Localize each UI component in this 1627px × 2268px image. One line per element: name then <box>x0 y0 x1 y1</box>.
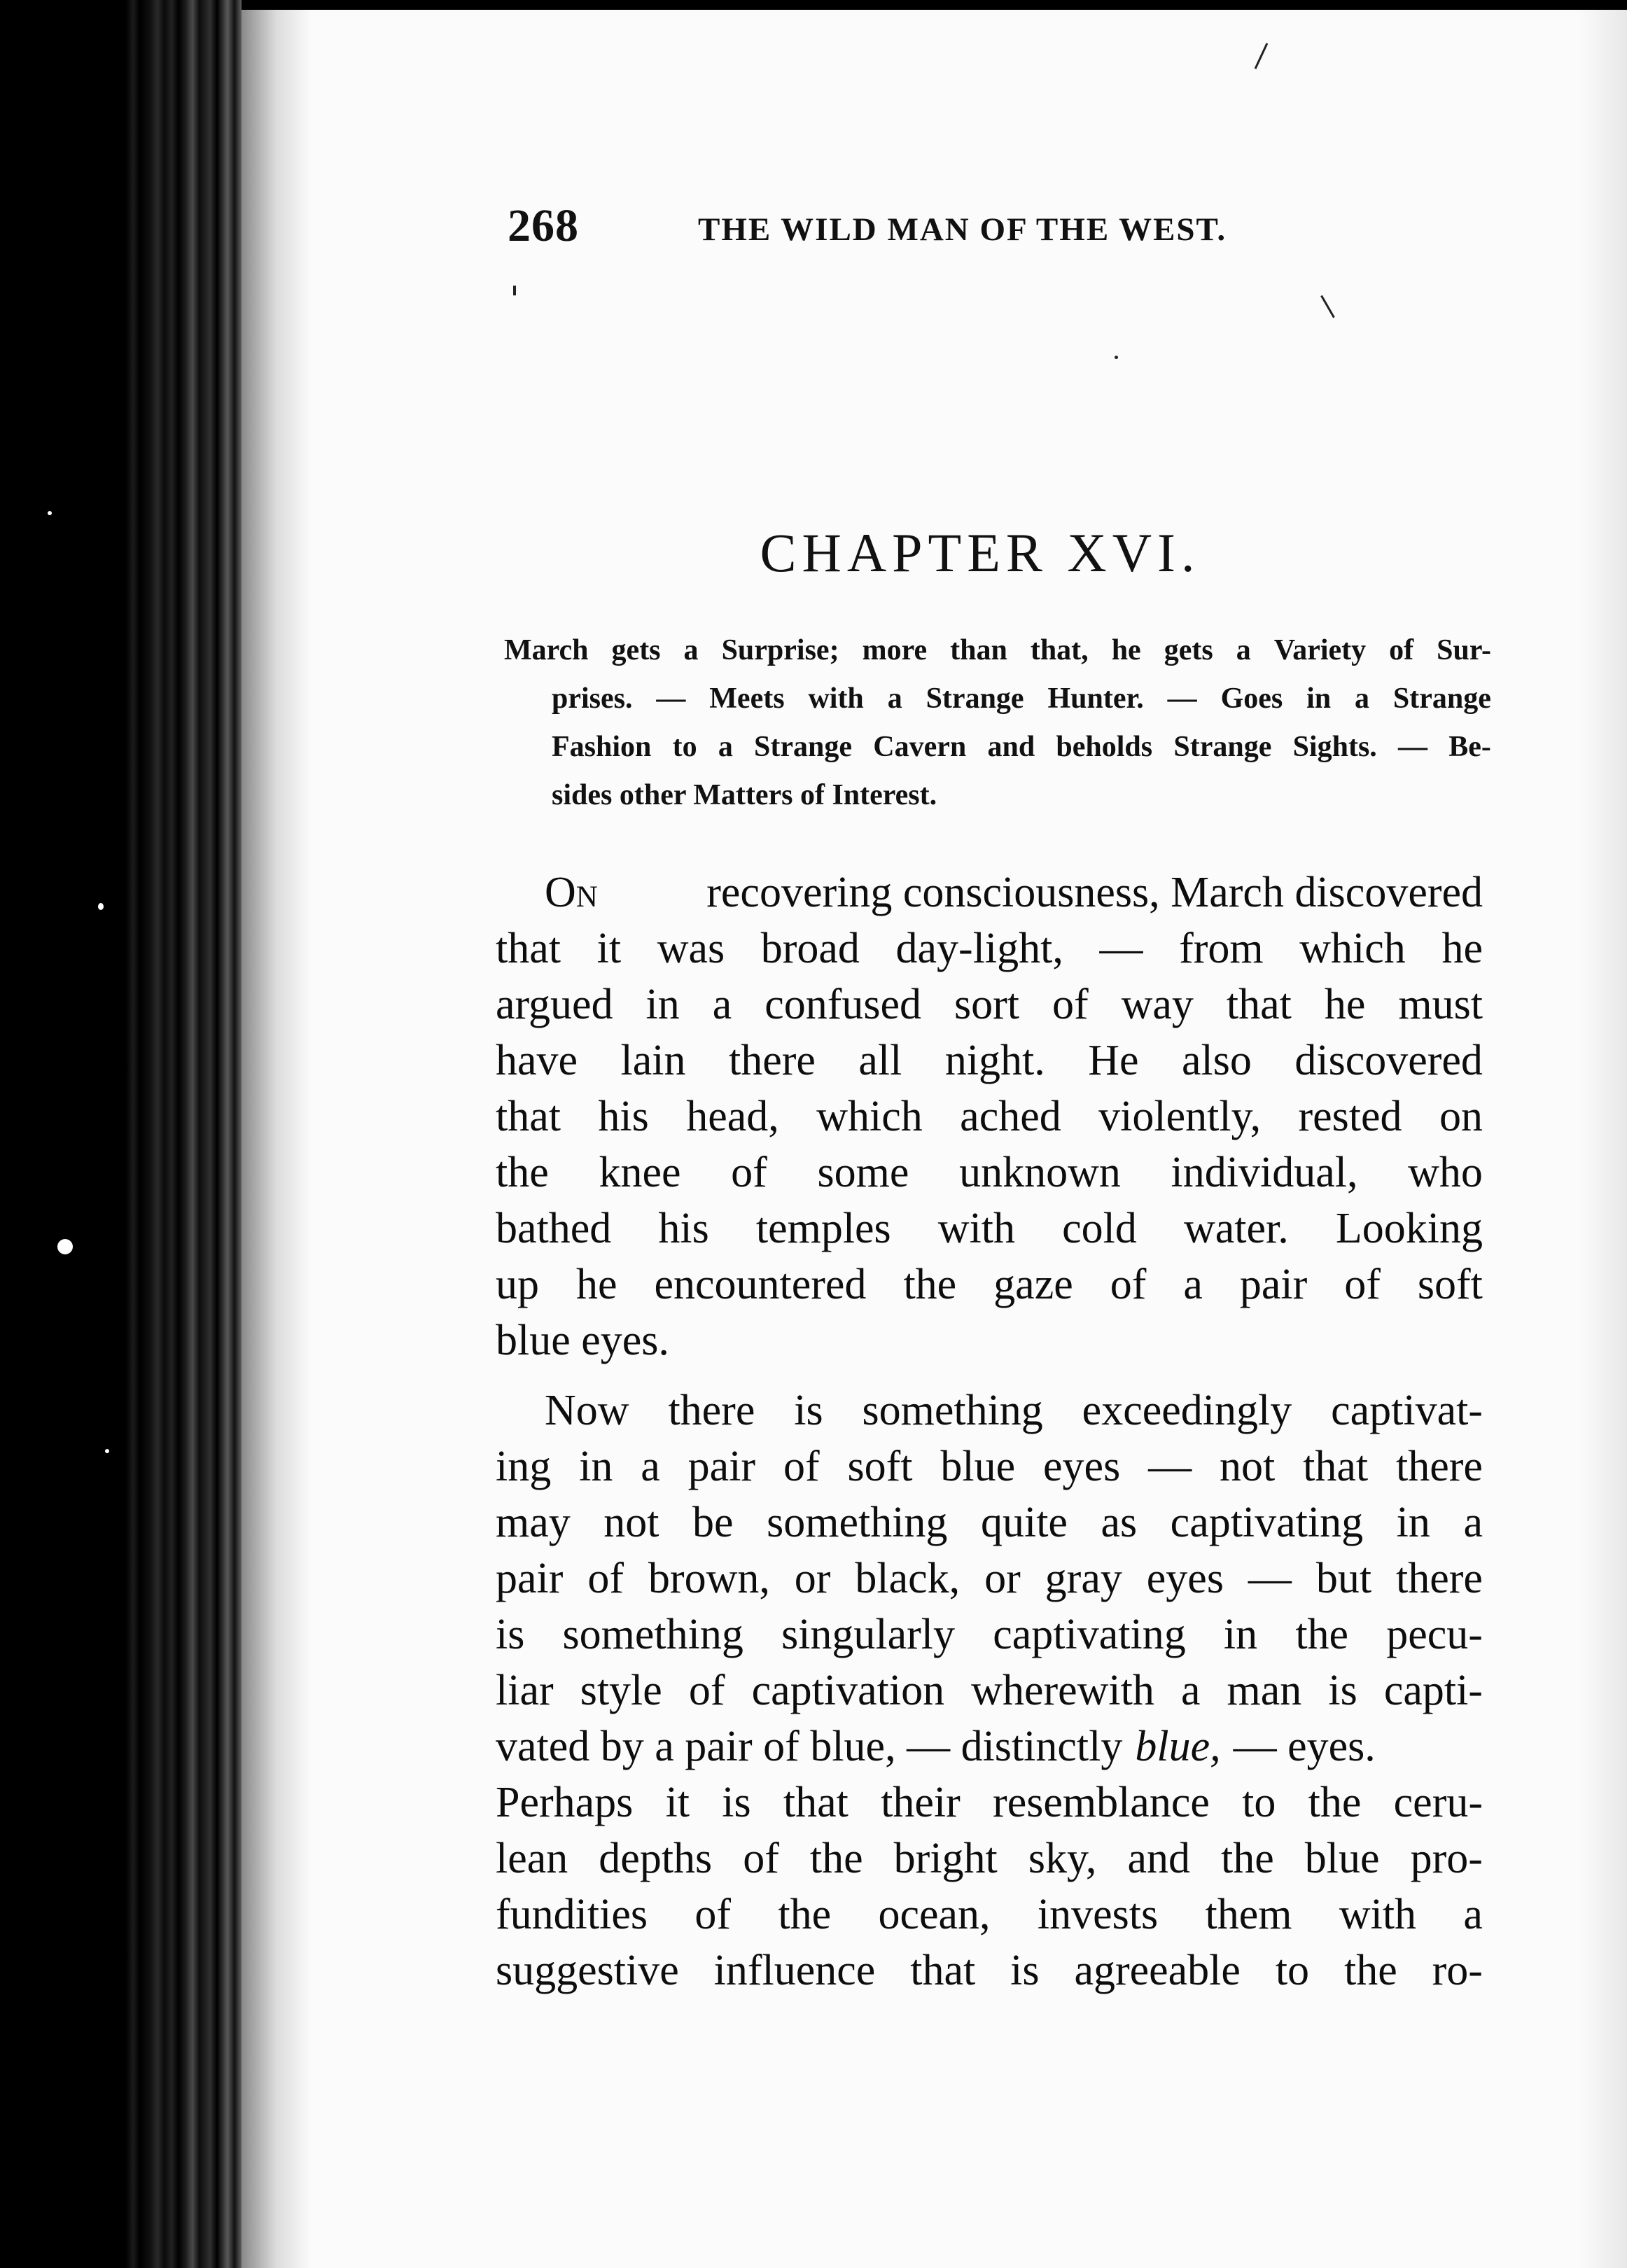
word: unknown <box>959 1149 1121 1196</box>
word: to <box>1275 1947 1310 1994</box>
word: with <box>808 682 864 715</box>
word: ceru- <box>1393 1779 1483 1826</box>
word: that <box>783 1779 849 1826</box>
word: gets <box>1164 634 1213 666</box>
word: which <box>816 1093 923 1140</box>
word: a <box>718 731 733 763</box>
word: that <box>910 1947 976 1994</box>
word: soft <box>1417 1261 1483 1308</box>
word: — <box>1148 1443 1192 1490</box>
word: not <box>1219 1443 1276 1490</box>
text-line <box>496 1606 1483 1662</box>
word: captivating <box>993 1611 1186 1658</box>
word: his <box>598 1093 649 1140</box>
text-line <box>496 920 1483 976</box>
word: Variety <box>1273 634 1367 666</box>
word: Hunter. <box>1047 682 1144 715</box>
word: a <box>1236 634 1251 666</box>
word: pair <box>1239 1261 1308 1308</box>
word: them <box>1205 1891 1292 1938</box>
word: in <box>1223 1611 1258 1658</box>
text-line <box>496 1550 1483 1606</box>
word: Goes <box>1220 682 1283 715</box>
word: more <box>862 634 928 666</box>
word: and <box>1127 1835 1190 1882</box>
word: Cavern <box>873 731 967 763</box>
word: liar <box>496 1667 554 1714</box>
summary-line <box>552 723 1491 771</box>
word: invests <box>1037 1891 1159 1938</box>
word: who <box>1408 1149 1483 1196</box>
text-line <box>496 1942 1483 1998</box>
word: in <box>579 1443 613 1490</box>
word: resemblance <box>993 1779 1210 1826</box>
word: up <box>496 1261 539 1308</box>
word: He <box>1088 1037 1139 1084</box>
word: argued <box>496 981 613 1028</box>
text-line-rest: recovering consciousness, March discovered <box>706 869 1483 916</box>
text-line <box>496 864 1483 920</box>
word: of <box>731 1149 767 1196</box>
text-line <box>496 1886 1483 1942</box>
word: pecu- <box>1386 1611 1483 1658</box>
word: a <box>712 981 732 1028</box>
word: of <box>1389 634 1414 666</box>
word: man <box>1227 1667 1302 1714</box>
text-line: blue eyes. <box>496 1317 669 1364</box>
word: of <box>694 1891 731 1938</box>
summary-line <box>552 675 1491 723</box>
word: but <box>1315 1555 1372 1602</box>
word: black, <box>855 1555 961 1602</box>
word: — <box>1167 682 1197 715</box>
word: the <box>903 1261 957 1308</box>
word: he <box>1441 925 1483 972</box>
text-line <box>496 1088 1483 1144</box>
scan-speck <box>105 1449 109 1453</box>
text-segment: — eyes. <box>1233 1723 1376 1770</box>
word: bright <box>893 1835 998 1882</box>
word: — <box>1099 925 1143 972</box>
word: all <box>858 1037 902 1084</box>
word: which <box>1299 925 1406 972</box>
text-line <box>496 976 1483 1032</box>
word: he <box>1324 981 1366 1028</box>
word: temples <box>755 1205 891 1252</box>
word: have <box>496 1037 578 1084</box>
text-line-with-italic <box>496 1718 1483 1774</box>
word: cold <box>1062 1205 1137 1252</box>
page-top-edge <box>242 0 1627 10</box>
word: day-light, <box>895 925 1063 972</box>
word: he <box>1111 634 1141 666</box>
word: soft <box>847 1443 913 1490</box>
word: than <box>950 634 1007 666</box>
word: captivation <box>751 1667 945 1714</box>
word: or <box>984 1555 1021 1602</box>
word: it <box>596 925 622 972</box>
running-title: THE WILD MAN OF THE WEST. <box>698 211 1227 248</box>
scan-speck <box>57 1239 73 1254</box>
word: something <box>862 1387 1043 1434</box>
word: in <box>645 981 680 1028</box>
word: of <box>587 1555 624 1602</box>
word: in <box>1396 1499 1430 1546</box>
word: ocean, <box>878 1891 991 1938</box>
word: it <box>665 1779 690 1826</box>
word: Strange <box>926 682 1024 715</box>
word: knee <box>599 1149 681 1196</box>
word: that <box>1303 1443 1369 1490</box>
word: must <box>1398 981 1483 1028</box>
scan-mark <box>513 286 516 295</box>
word: the <box>1221 1835 1274 1882</box>
word: confused <box>764 981 922 1028</box>
word: brown, <box>648 1555 770 1602</box>
word: sky, <box>1028 1835 1097 1882</box>
word: fundities <box>496 1891 648 1938</box>
word: gray <box>1045 1555 1122 1602</box>
word: of <box>1344 1261 1381 1308</box>
word: a <box>641 1443 660 1490</box>
scan-speck <box>48 511 52 515</box>
word: eyes <box>1146 1555 1224 1602</box>
word: is <box>722 1779 751 1826</box>
word: there <box>728 1037 816 1084</box>
word: is <box>496 1611 525 1658</box>
word: — <box>1398 731 1428 763</box>
text-segment: vated by a pair of blue, — distinctly <box>496 1723 1123 1770</box>
word: Strange <box>1173 731 1272 763</box>
summary-line <box>504 626 1491 675</box>
word: head, <box>686 1093 779 1140</box>
word: beholds <box>1056 731 1153 763</box>
running-header <box>508 200 1306 255</box>
word: bathed <box>496 1205 612 1252</box>
word: blue <box>1304 1835 1380 1882</box>
word: — <box>1248 1555 1292 1602</box>
word: the <box>1308 1779 1362 1826</box>
page-number: 268 <box>508 200 579 251</box>
word: style <box>580 1667 662 1714</box>
word: to <box>1242 1779 1276 1826</box>
word: the <box>1343 1947 1397 1994</box>
word: Sur- <box>1437 634 1491 666</box>
word: ro- <box>1432 1947 1483 1994</box>
word: not <box>603 1499 659 1546</box>
word: with <box>1339 1891 1417 1938</box>
summary-line: sides other Matters of Interest. <box>552 779 937 811</box>
text-line <box>496 1200 1483 1256</box>
word: — <box>656 682 686 715</box>
word: a <box>887 682 902 715</box>
word: night. <box>944 1037 1045 1084</box>
word: as <box>1101 1499 1138 1546</box>
word: eyes <box>1043 1443 1121 1490</box>
word: that <box>1226 981 1292 1028</box>
word: depths <box>599 1835 713 1882</box>
word: rested <box>1298 1093 1402 1140</box>
word: a <box>1463 1499 1483 1546</box>
word: quite <box>980 1499 1068 1546</box>
word: suggestive <box>496 1947 679 1994</box>
word: with <box>937 1205 1016 1252</box>
scan-mark <box>1115 356 1118 359</box>
word: Sights. <box>1292 731 1377 763</box>
italic-word: blue, <box>1135 1723 1221 1770</box>
word: was <box>657 925 725 972</box>
word: of <box>688 1667 725 1714</box>
word: discovered <box>1294 1037 1483 1084</box>
word: there <box>1396 1555 1483 1602</box>
word: be <box>692 1499 734 1546</box>
word: encountered <box>654 1261 867 1308</box>
word: the <box>496 1149 549 1196</box>
word: captivating <box>1170 1499 1364 1546</box>
word: and <box>987 731 1035 763</box>
word: captivat- <box>1331 1387 1483 1434</box>
word: something <box>767 1499 948 1546</box>
word: broad <box>760 925 860 972</box>
word: the <box>1295 1611 1349 1658</box>
word: gaze <box>993 1261 1073 1308</box>
word: Strange <box>754 731 853 763</box>
word: influence <box>713 1947 876 1994</box>
word: there <box>1395 1443 1483 1490</box>
word: that <box>496 1093 561 1140</box>
word: a <box>1355 682 1370 715</box>
word: way <box>1121 981 1194 1028</box>
word: there <box>668 1387 755 1434</box>
word: a <box>1183 1261 1203 1308</box>
word: violently, <box>1098 1093 1262 1140</box>
book-spine-gutter <box>0 0 280 2268</box>
paragraph-1 <box>496 864 1483 1368</box>
word: lain <box>620 1037 686 1084</box>
word: pro- <box>1410 1835 1483 1882</box>
word: a <box>1180 1667 1201 1714</box>
word: prises. <box>552 682 633 715</box>
word: is <box>1010 1947 1040 1994</box>
text-line <box>496 1438 1483 1494</box>
word: the <box>778 1891 832 1938</box>
word: Strange <box>1392 682 1491 715</box>
text-line <box>496 1144 1483 1200</box>
word: their <box>881 1779 961 1826</box>
dropcap: On <box>545 869 598 916</box>
word: of <box>743 1835 779 1882</box>
word: also <box>1182 1037 1252 1084</box>
word: sort <box>954 981 1020 1028</box>
word: March <box>504 634 589 666</box>
word: or <box>794 1555 831 1602</box>
word: is <box>1328 1667 1357 1714</box>
word: Looking <box>1335 1205 1483 1252</box>
word: a <box>683 634 699 666</box>
word: of <box>1052 981 1089 1028</box>
word: of <box>1110 1261 1147 1308</box>
word: Now <box>545 1387 629 1434</box>
word: some <box>817 1149 909 1196</box>
body-text <box>496 864 1483 1998</box>
word: wherewith <box>971 1667 1154 1714</box>
word: ached <box>960 1093 1061 1140</box>
word: lean <box>496 1835 568 1882</box>
word: ing <box>496 1443 552 1490</box>
word: something <box>562 1611 743 1658</box>
text-line <box>496 1256 1483 1312</box>
word: agreeable <box>1074 1947 1241 1994</box>
word: pair <box>496 1555 564 1602</box>
word: that <box>496 925 561 972</box>
text-line <box>496 1662 1483 1718</box>
text-line <box>496 1382 1483 1438</box>
text-line <box>496 1830 1483 1886</box>
paragraph-2 <box>496 1382 1483 1998</box>
chapter-summary <box>504 626 1491 820</box>
word: of <box>783 1443 820 1490</box>
scan-speck <box>98 903 104 910</box>
word: Meets <box>709 682 785 715</box>
word: capti- <box>1383 1667 1483 1714</box>
word: the <box>809 1835 863 1882</box>
word: water. <box>1184 1205 1289 1252</box>
word: may <box>496 1499 571 1546</box>
text-line <box>496 1774 1483 1830</box>
word: a <box>1463 1891 1483 1938</box>
word: his <box>658 1205 709 1252</box>
word: Perhaps <box>496 1779 634 1826</box>
word: pair <box>687 1443 756 1490</box>
word: Be- <box>1448 731 1491 763</box>
word: gets <box>611 634 661 666</box>
text-line <box>496 1032 1483 1088</box>
word: in <box>1306 682 1332 715</box>
word: Surprise; <box>721 634 839 666</box>
word: to <box>672 731 697 763</box>
text-line <box>496 1494 1483 1550</box>
chapter-heading: CHAPTER XVI. <box>760 522 1201 583</box>
word: blue <box>940 1443 1016 1490</box>
word: singularly <box>781 1611 956 1658</box>
word: he <box>575 1261 617 1308</box>
word: from <box>1179 925 1264 972</box>
word: on <box>1439 1093 1483 1140</box>
word: that, <box>1030 634 1089 666</box>
word: Fashion <box>552 731 652 763</box>
word: exceedingly <box>1082 1387 1292 1434</box>
word: is <box>794 1387 823 1434</box>
word: individual, <box>1171 1149 1358 1196</box>
